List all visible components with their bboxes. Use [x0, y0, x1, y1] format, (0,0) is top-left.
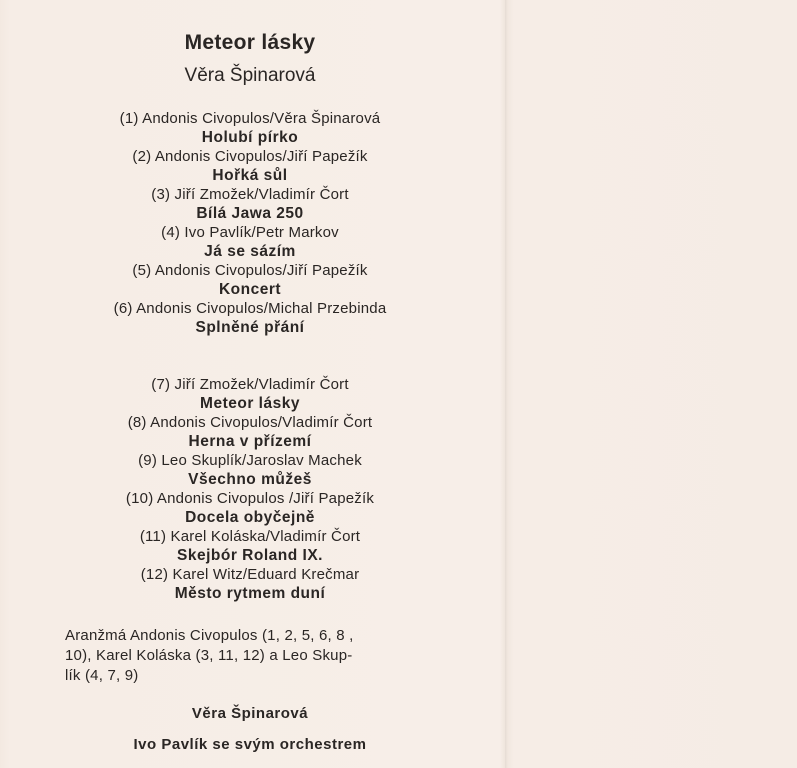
track-3-title: Bílá Jawa 250 — [196, 205, 304, 222]
track-8-credit: (8) Andonis Civopulos/Vladimír Čort — [127, 414, 373, 431]
track-1-credit: (1) Andonis Civopulos/Věra Špinarová — [119, 110, 381, 127]
performer-name: Věra Špinarová — [191, 705, 309, 722]
track-2-title: Hořká sůl — [212, 167, 288, 184]
side-a-tracklist — [60, 109, 440, 337]
orchestra-credit: Ivo Pavlík se svým orchestrem — [133, 736, 367, 753]
arrangement-line-3: lík (4, 7, 9) — [65, 667, 139, 684]
arrangement-credits — [65, 626, 445, 686]
track-11-title: Skejbór Roland IX. — [177, 547, 323, 564]
track-9-credit: (9) Leo Skuplík/Jaroslav Machek — [138, 452, 362, 469]
track-9-title: Všechno můžeš — [188, 471, 312, 488]
artist-name: Věra Špinarová — [184, 65, 316, 86]
track-12-credit: (12) Karel Witz/Eduard Krečmar — [140, 566, 360, 583]
track-4-title: Já se sázím — [204, 243, 296, 260]
track-2-credit: (2) Andonis Civopulos/Jiří Papežík — [132, 148, 368, 165]
track-11-credit: (11) Karel Koláska/Vladimír Čort — [139, 528, 361, 545]
track-6-credit: (6) Andonis Civopulos/Michal Przebinda — [113, 300, 387, 317]
album-title: Meteor lásky — [184, 31, 316, 54]
side-b-tracklist — [60, 375, 440, 603]
track-8-title: Herna v přízemí — [188, 433, 312, 450]
track-5-credit: (5) Andonis Civopulos/Jiří Papežík — [132, 262, 368, 279]
track-6-title: Splněné přání — [195, 319, 305, 336]
track-10-title: Docela obyčejně — [185, 509, 315, 526]
track-10-credit: (10) Andonis Civopulos /Jiří Papežík — [125, 490, 375, 507]
tracklist-panel — [60, 28, 440, 603]
track-7-credit: (7) Jiří Zmožek/Vladimír Čort — [151, 376, 349, 393]
card-fold-line — [505, 0, 508, 768]
track-4-credit: (4) Ivo Pavlík/Petr Markov — [161, 224, 339, 241]
side-separator — [60, 337, 440, 375]
track-3-credit: (3) Jiří Zmožek/Vladimír Čort — [151, 186, 349, 203]
track-7-title: Meteor lásky — [200, 395, 300, 412]
arrangement-line-2: 10), Karel Koláska (3, 11, 12) a Leo Skup- — [65, 647, 353, 664]
track-12-title: Město rytmem duní — [174, 585, 326, 602]
track-5-title: Koncert — [218, 281, 282, 298]
track-1-title: Holubí pírko — [201, 129, 299, 146]
arrangement-line-1: Aranžmá Andonis Civopulos (1, 2, 5, 6, 8 , — [65, 627, 354, 644]
